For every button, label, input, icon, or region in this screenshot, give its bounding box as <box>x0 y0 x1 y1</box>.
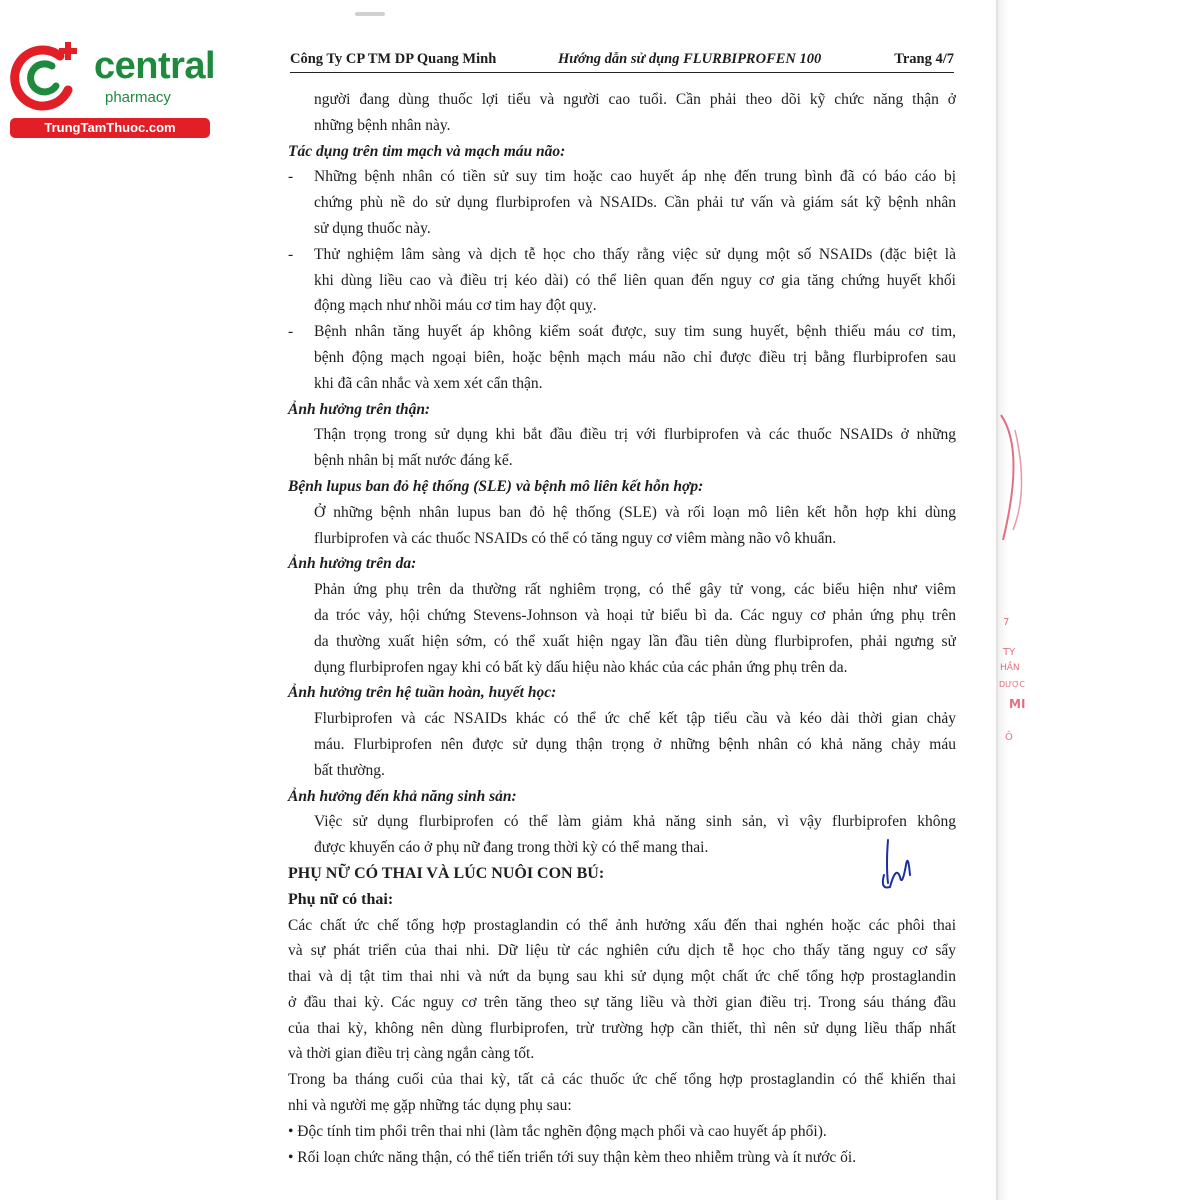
list-item: - Thử nghiệm lâm sàng và dịch tễ học cho thấy rằng việc sử dụng một số NSAIDs (đặc biệt là <box>288 245 956 263</box>
text-line: Việc sử dụng flurbiprofen có thể làm giảm khả năng sinh sản, vì vậy flurbiprofen không <box>314 813 956 831</box>
header-company: Công Ty CP TM DP Quang Minh <box>290 51 497 67</box>
list-item: - Những bệnh nhân có tiền sử suy tim hoặc cao huyết áp nhẹ đến trung bình đã có báo cáo bị <box>288 168 956 186</box>
text-line: bệnh nhân bị mất nước đáng kể. <box>314 452 513 470</box>
text-line: bệnh động mạch ngoại biên, hoặc bệnh mạch máu não chỉ được điều trị bằng flurbiprofen sau <box>314 348 956 366</box>
text-line: của thai kỳ, không nên dùng flurbiprofen, trừ trường hợp cần thiết, thì nên sử dụng liều thấp nhất <box>288 1019 956 1037</box>
red-stamp-fragment <box>995 410 1035 760</box>
svg-text:7: 7 <box>1003 617 1010 628</box>
document-header <box>290 51 954 73</box>
svg-text:Ô: Ô <box>1005 732 1013 743</box>
central-pharmacy-logo[interactable] <box>10 38 215 138</box>
logo-brand: central <box>94 45 216 87</box>
text-line: thai và dị tật tim thai nhi và nứt da bụng sau khi sử dụng một chất ức chế tổng hợp prostaglandin <box>288 968 956 986</box>
svg-text:HẦN: HẦN <box>1000 663 1020 673</box>
svg-text:DƯỢC: DƯỢC <box>999 680 1025 689</box>
text-line: sử dụng thuốc này. <box>314 219 431 237</box>
text-line: Các chất ức chế tổng hợp prostaglandin có thể ảnh hưởng xấu đến thai nghén hoặc các phôi thai <box>288 916 956 934</box>
text-line: khi dùng liều cao và điều trị kéo dài) có thể liên quan đến nguy cơ gia tăng chứng huyết khối <box>314 271 956 289</box>
text-line: ở đầu thai kỳ. Các nguy cơ trên tăng theo sự tăng liều và thời gian điều trị. Trong sáu tháng đầu <box>288 993 956 1011</box>
section-heading: Bệnh lupus ban đỏ hệ thống (SLE) và bệnh mô liên kết hỗn hợp: <box>288 477 704 495</box>
text-line: da thường xuất hiện sớm, có thể xuất hiện ngay lần đầu tiên dùng flurbiprofen, phải ngưng sử <box>314 632 956 650</box>
text-line: nhi và người mẹ gặp những tác dụng phụ sau: <box>288 1097 572 1115</box>
text-line: flurbiprofen và các thuốc NSAIDs có thể có tăng nguy cơ viêm màng não vô khuẩn. <box>314 529 837 547</box>
text-line: động mạch như nhồi máu cơ tim hay đột quỵ. <box>314 297 597 315</box>
text-line: được khuyến cáo ở phụ nữ đang trong thời kỳ có thể mang thai. <box>314 839 709 857</box>
section-heading: Ảnh hưởng trên da: <box>288 555 417 573</box>
text-line: và sự phát triển của thai nhi. Dữ liệu từ các nghiên cứu dịch tễ học cho thấy tăng nguy cơ sẩy <box>288 942 956 960</box>
text-line: máu. Flurbiprofen nên được sử dụng thận trọng ở những bệnh nhân có khả năng chảy máu <box>314 735 956 753</box>
text-line: và thời gian điều trị càng ngắn càng tốt. <box>288 1045 535 1063</box>
section-heading: Ảnh hưởng trên thận: <box>288 400 431 418</box>
document-body <box>288 87 956 1170</box>
header-title: Hướng dẫn sử dụng FLURBIPROFEN 100 <box>558 51 822 67</box>
list-item: - Bệnh nhân tăng huyết áp không kiểm soát được, suy tim sung huyết, bệnh thiếu máu cơ tim, <box>288 323 956 341</box>
header-page-number: Trang 4/7 <box>894 51 954 67</box>
pharmacy-logo-icon <box>10 38 84 112</box>
text-line: Flurbiprofen và các NSAIDs khác có thể ức chế kết tập tiểu cầu và kéo dài thời gian chảy <box>314 710 956 728</box>
svg-text:TY: TY <box>1003 647 1016 658</box>
text-line: da tróc vảy, hội chứng Stevens-Johnson và hoại tử biểu bì da. Các nguy cơ phản ứng phụ trên <box>314 606 956 624</box>
sub-heading: Phụ nữ có thai: <box>288 890 394 908</box>
section-heading: Ảnh hưởng đến khả năng sinh sản: <box>288 787 517 805</box>
bullet-item: • Rối loạn chức năng thận, có thể tiến triển tới suy thận kèm theo nhiễm trùng và ít nước ối. <box>288 1148 857 1166</box>
svg-text:MI: MI <box>1009 697 1026 711</box>
text-line: chứng phù nề do sử dụng flurbiprofen và NSAIDs. Cần phải tư vấn và giám sát kỹ bệnh nhân <box>314 194 956 212</box>
logo-url-badge[interactable]: TrungTamThuoc.com <box>10 118 210 138</box>
text-line: người đang dùng thuốc lợi tiểu và người cao tuổi. Cần phải theo dõi kỹ chức năng thận ở <box>314 91 956 108</box>
text-line: khi đã cân nhắc và xem xét cẩn thận. <box>314 374 543 392</box>
text-line: Thận trọng trong sử dụng khi bắt đầu điều trị với flurbiprofen và các thuốc NSAIDs ở những <box>314 426 956 444</box>
text-line: những bệnh nhân này. <box>314 116 451 134</box>
text-line: Ở những bệnh nhân lupus ban đỏ hệ thống (SLE) và rối loạn mô liên kết hỗn hợp khi dùng <box>314 503 956 521</box>
handwritten-signature <box>870 835 915 895</box>
scan-mark <box>355 12 385 16</box>
logo-subtitle: pharmacy <box>105 89 171 106</box>
section-heading: Tác dụng trên tim mạch và mạch máu não: <box>288 142 566 160</box>
text-line: dụng flurbiprofen ngay khi có bất kỳ dấu hiệu nào khác của các phản ứng phụ trên da. <box>314 658 848 676</box>
main-heading: PHỤ NỮ CÓ THAI VÀ LÚC NUÔI CON BÚ: <box>288 864 605 882</box>
text-line: Phản ứng phụ trên da thường rất nghiêm trọng, có thể gây tử vong, các biểu hiện như viêm <box>314 581 956 599</box>
section-heading: Ảnh hưởng trên hệ tuần hoàn, huyết học: <box>288 684 557 702</box>
bullet-item: • Độc tính tim phổi trên thai nhi (làm tắc nghẽn động mạch phổi và cao huyết áp phổi). <box>288 1122 827 1140</box>
text-line: Trong ba tháng cuối của thai kỳ, tất cả các thuốc ức chế tổng hợp prostaglandin có thể khiến thai <box>288 1071 956 1089</box>
text-line: bất thường. <box>314 761 385 779</box>
